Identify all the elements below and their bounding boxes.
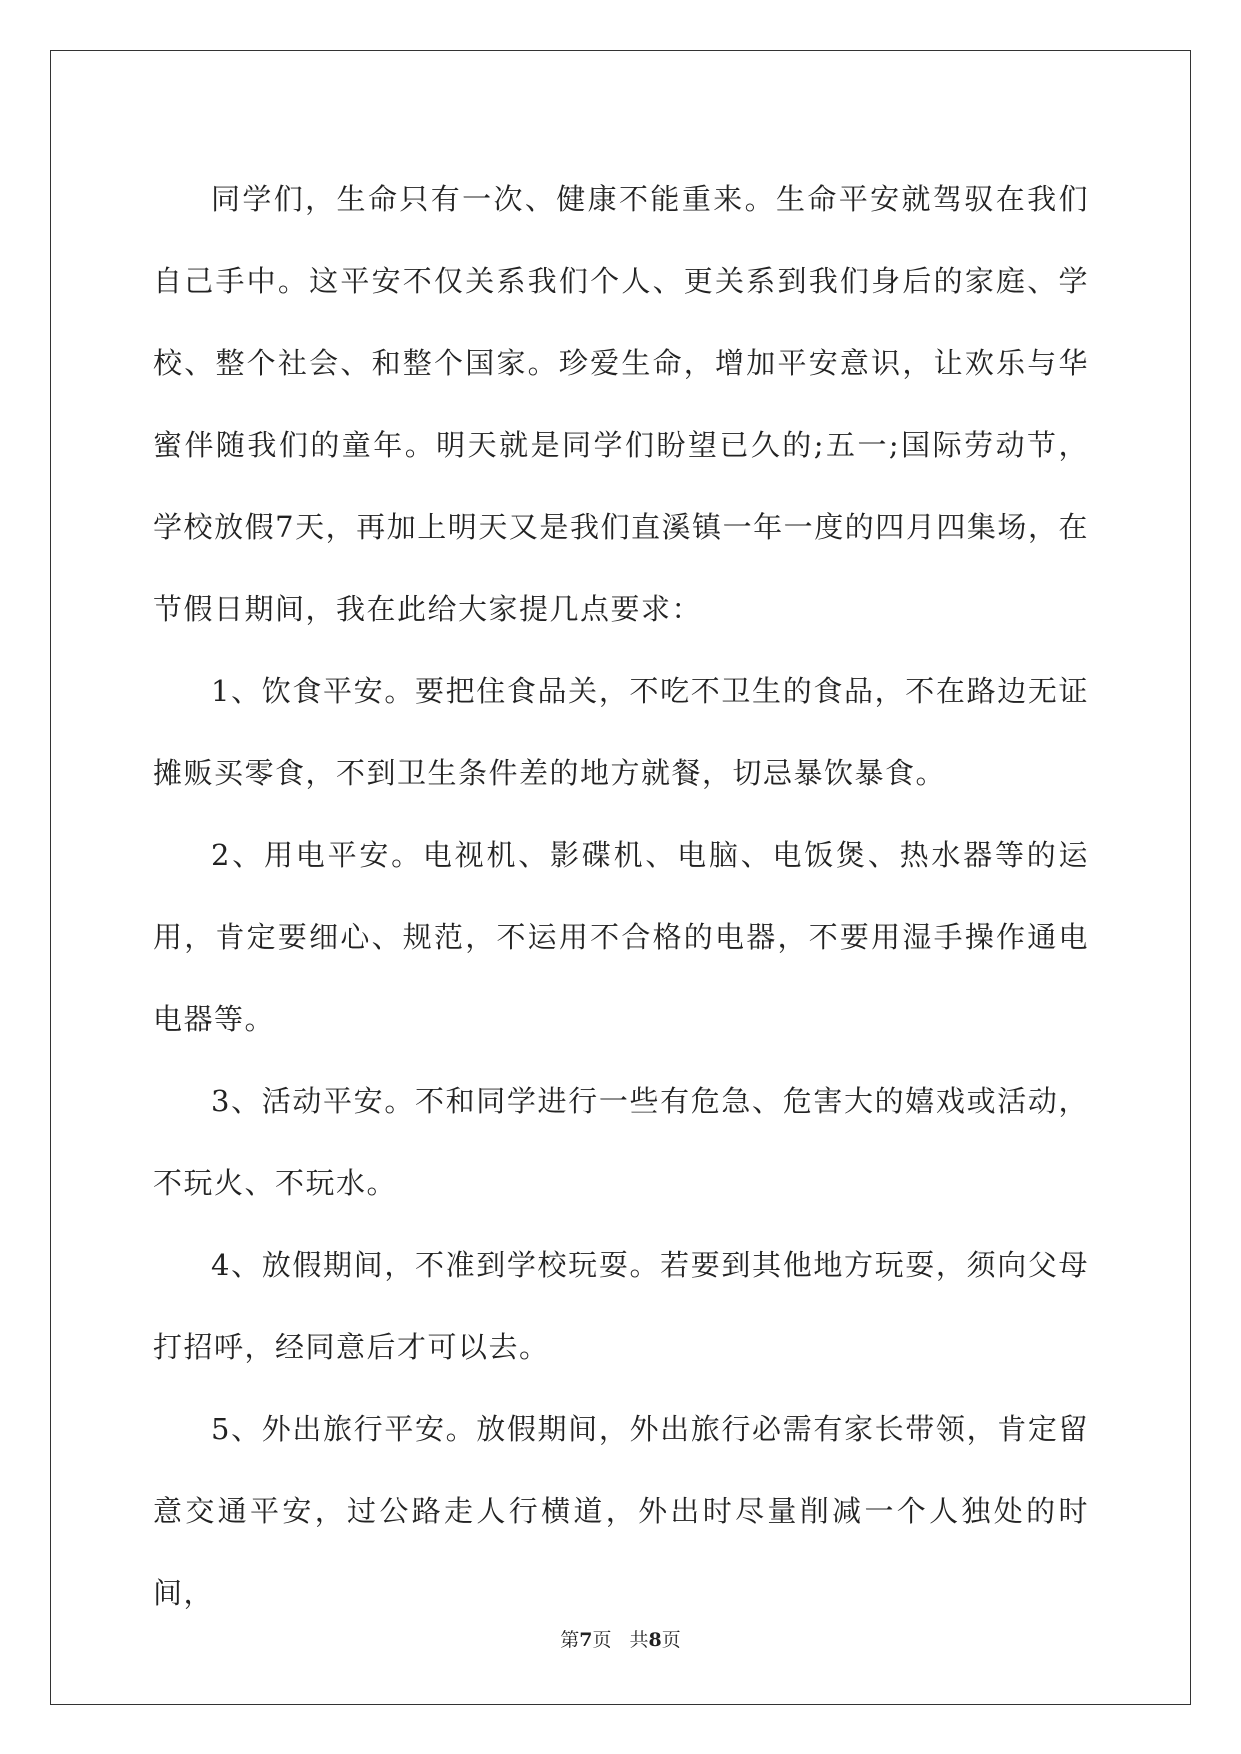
page-footer xyxy=(0,1628,1241,1652)
paragraph-item-4: 4、放假期间，不准到学校玩耍。若要到其他地方玩耍，须向父母打招呼，经同意后才可以去。 xyxy=(153,1248,1089,1364)
page-prefix: 第 xyxy=(560,1629,580,1651)
total-suffix: 页 xyxy=(661,1629,681,1651)
page-current: 7 xyxy=(579,1629,593,1651)
paragraph-intro: 同学们，生命只有一次、健康不能重来。生命平安就驾驭在我们自己手中。这平安不仅关系我们个人、更关系到我们身后的家庭、学校、整个社会、和整个国家。珍爱生命，增加平安意识，让欢乐与华蜜伴随我们的童年。明天就是同学们盼望已久的;五一;国际劳动节，学校放假7天，再加上明天又是我们直溪镇一年一度的四月四集场，在节假日期间，我在此给大家提几点要求： xyxy=(153,182,1089,626)
page-suffix: 页 xyxy=(592,1629,612,1651)
total-prefix: 共 xyxy=(629,1629,649,1651)
paragraph-item-3: 3、活动平安。不和同学进行一些有危急、危害大的嬉戏或活动，不玩火、不玩水。 xyxy=(153,1084,1089,1200)
page-total: 8 xyxy=(648,1629,662,1651)
page-total-label xyxy=(630,1629,681,1651)
document-body xyxy=(153,158,1089,1634)
paragraph-item-5: 5、外出旅行平安。放假期间，外出旅行必需有家长带领，肯定留意交通平安，过公路走人行横道，外出时尽量削减一个人独处的时间， xyxy=(153,1412,1089,1610)
paragraph-item-2: 2、用电平安。电视机、影碟机、电脑、电饭煲、热水器等的运用，肯定要细心、规范，不运用不合格的电器，不要用湿手操作通电电器等。 xyxy=(153,838,1089,1036)
paragraph-item-1: 1、饮食平安。要把住食品关，不吃不卫生的食品，不在路边无证摊贩买零食，不到卫生条件差的地方就餐，切忌暴饮暴食。 xyxy=(153,674,1089,790)
page-number-label xyxy=(560,1629,611,1651)
